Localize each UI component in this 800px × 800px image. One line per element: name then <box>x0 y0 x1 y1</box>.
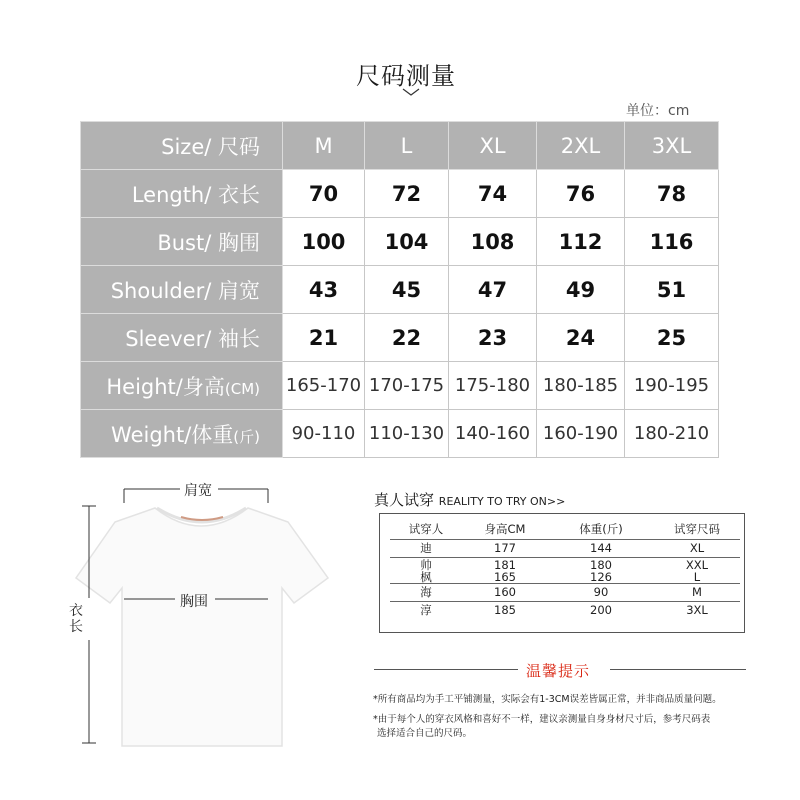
try-header-weight: 体重(斤) <box>579 522 623 536</box>
page-title: 尺码测量 <box>356 62 456 90</box>
try-cell-size: M <box>654 584 740 602</box>
table-cell: 108 <box>449 218 537 266</box>
try-weight-line: 126 <box>590 570 612 584</box>
try-on-box <box>379 513 745 633</box>
try-weight-line: 180 <box>590 558 612 572</box>
chevron-down-icon <box>401 87 421 97</box>
table-cell: 190-195 <box>625 362 719 410</box>
try-cell-name: 淳 <box>390 602 462 620</box>
table-cell: 70 <box>283 170 365 218</box>
row-label: Sleever/ 袖长 <box>81 314 283 362</box>
table-cell: 22 <box>365 314 449 362</box>
try-cell-height: 185 <box>462 602 548 620</box>
try-on-title <box>374 489 565 510</box>
table-cell: 140-160 <box>449 410 537 458</box>
bust-label: 胸围 <box>178 591 210 611</box>
notice-note-2-line-2: 选择适合自己的尺码。 <box>377 728 473 739</box>
table-row <box>390 602 740 620</box>
try-header-person: 试穿人 <box>408 522 444 536</box>
table-cell: 45 <box>365 266 449 314</box>
unit-label: 单位：cm <box>626 103 690 119</box>
table-cell: 90-110 <box>283 410 365 458</box>
try-cell-height <box>462 558 548 584</box>
size-col-xl: XL <box>449 122 537 170</box>
table-row <box>390 540 740 558</box>
try-cell-weight: 144 <box>548 540 654 558</box>
size-table <box>80 121 719 458</box>
table-row <box>390 584 740 602</box>
tshirt-icon <box>0 470 370 770</box>
try-header-height: 身高CM <box>484 522 526 536</box>
table-cell: 78 <box>625 170 719 218</box>
try-cell-size <box>654 558 740 584</box>
table-cell: 100 <box>283 218 365 266</box>
table-cell: 76 <box>537 170 625 218</box>
notice-title: 温馨提示 <box>526 662 591 680</box>
try-name-line: 帅 <box>420 558 432 572</box>
try-cell-size: 3XL <box>654 602 740 620</box>
try-cell-height: 177 <box>462 540 548 558</box>
try-height-line: 181 <box>494 558 516 572</box>
row-label-text: Weight/体重 <box>111 422 234 447</box>
sleeve-row <box>81 314 719 362</box>
try-cell-weight: 90 <box>548 584 654 602</box>
size-col-3xl: 3XL <box>625 122 719 170</box>
row-label: Length/ 衣长 <box>81 170 283 218</box>
size-header-row <box>81 122 719 170</box>
length-label: 衣长 <box>69 603 83 635</box>
notice-note-1: *所有商品均为手工平铺测量，实际会有1-3CM误差皆属正常，并非商品质量问题。 <box>373 694 722 705</box>
table-row <box>390 558 740 584</box>
table-cell: 47 <box>449 266 537 314</box>
try-cell-height: 160 <box>462 584 548 602</box>
divider <box>374 669 518 670</box>
try-cell-size: XL <box>654 540 740 558</box>
try-height-line: 165 <box>494 570 516 584</box>
table-cell: 43 <box>283 266 365 314</box>
table-cell: 116 <box>625 218 719 266</box>
shoulder-row <box>81 266 719 314</box>
table-cell: 24 <box>537 314 625 362</box>
row-label-unit: (CM) <box>224 379 260 398</box>
table-cell: 21 <box>283 314 365 362</box>
table-cell: 72 <box>365 170 449 218</box>
try-cell-weight: 200 <box>548 602 654 620</box>
row-label-text: Height/身高 <box>106 374 225 399</box>
weight-row <box>81 410 719 458</box>
try-cell-name: 海 <box>390 584 462 602</box>
size-col-2xl: 2XL <box>537 122 625 170</box>
try-on-table <box>390 519 740 619</box>
size-header-label: Size/ 尺码 <box>81 122 283 170</box>
table-cell: 51 <box>625 266 719 314</box>
table-cell: 175-180 <box>449 362 537 410</box>
table-cell: 180-185 <box>537 362 625 410</box>
try-name-line: 枫 <box>420 570 432 584</box>
try-size-line: L <box>693 570 701 584</box>
notice-note-2-line-1: *由于每个人的穿衣风格和喜好不一样，建议亲测量自身身材尺寸后，参考尺码表 <box>373 714 711 725</box>
row-label-unit: (斤) <box>233 427 260 446</box>
table-cell: 74 <box>449 170 537 218</box>
try-size-line: XXL <box>685 558 709 572</box>
row-label: Shoulder/ 肩宽 <box>81 266 283 314</box>
table-cell: 160-190 <box>537 410 625 458</box>
table-cell: 25 <box>625 314 719 362</box>
try-on-header-row <box>390 519 740 540</box>
table-cell: 23 <box>449 314 537 362</box>
divider <box>610 669 746 670</box>
row-label: Bust/ 胸围 <box>81 218 283 266</box>
row-label <box>81 410 283 458</box>
row-label <box>81 362 283 410</box>
try-header-size: 试穿尺码 <box>674 522 720 536</box>
try-on-title-text: 真人试穿 <box>374 491 435 509</box>
table-cell: 104 <box>365 218 449 266</box>
length-row <box>81 170 719 218</box>
bust-row <box>81 218 719 266</box>
table-cell: 49 <box>537 266 625 314</box>
size-col-l: L <box>365 122 449 170</box>
table-cell: 180-210 <box>625 410 719 458</box>
try-on-subtitle: REALITY TO TRY ON>> <box>438 495 566 508</box>
table-cell: 165-170 <box>283 362 365 410</box>
shoulder-label: 肩宽 <box>184 483 212 499</box>
garment-diagram <box>0 470 370 770</box>
try-cell-name: 迪 <box>390 540 462 558</box>
try-cell-name <box>390 558 462 584</box>
size-col-m: M <box>283 122 365 170</box>
try-cell-weight <box>548 558 654 584</box>
table-cell: 112 <box>537 218 625 266</box>
table-cell: 110-130 <box>365 410 449 458</box>
height-row <box>81 362 719 410</box>
table-cell: 170-175 <box>365 362 449 410</box>
